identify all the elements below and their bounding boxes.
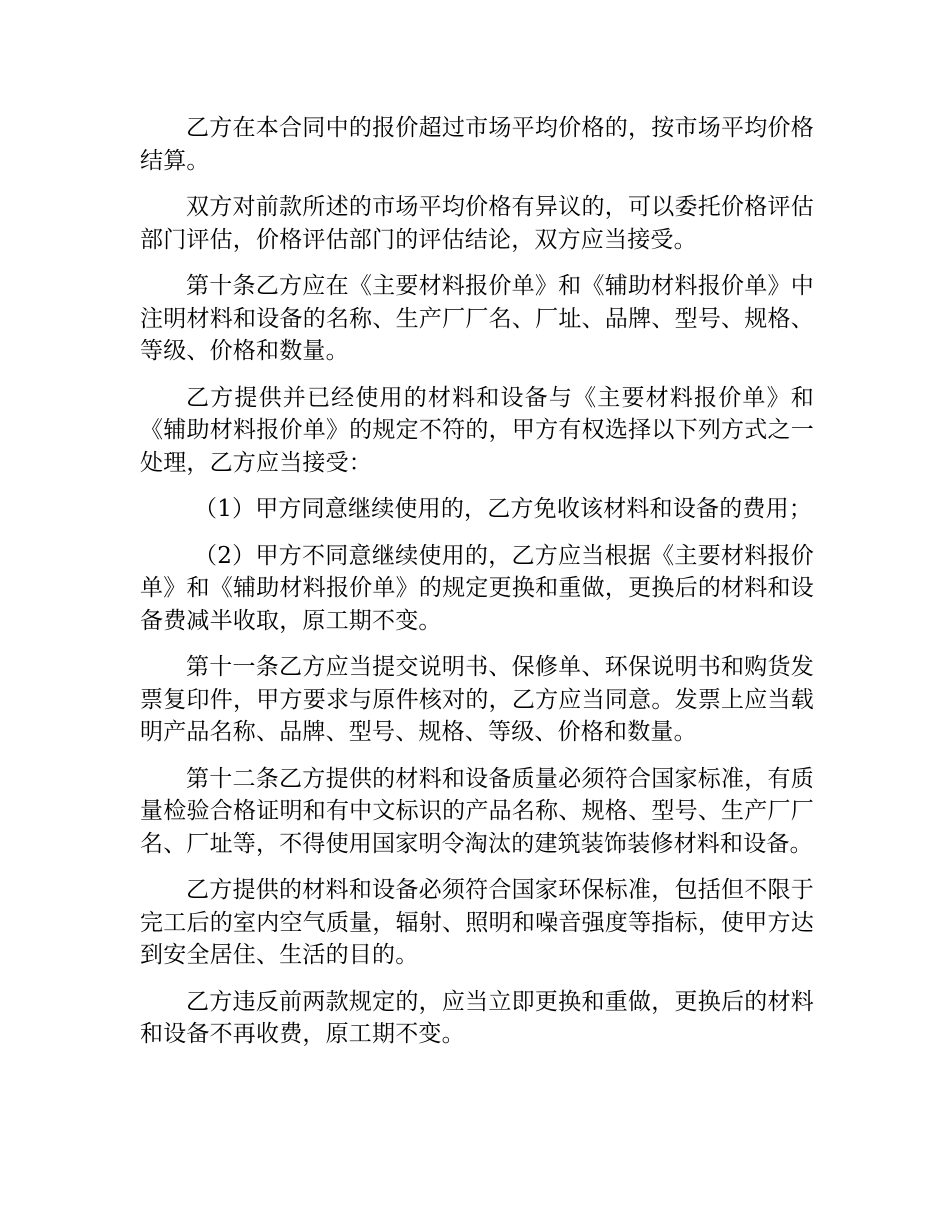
paragraph-article-12: 第十二条乙方提供的材料和设备质量必须符合国家标准，有质量检验合格证明和有中文标识的产品名称、规格、型号、生产厂厂名、厂址等，不得使用国家明令淘汰的建筑装饰装修材料和设备。 (140, 765, 814, 857)
document-page (140, 112, 814, 1065)
paragraph-violation-remedy: 乙方违反前两款规定的，应当立即更换和重做，更换后的材料和设备不再收费，原工期不变。 (140, 988, 814, 1047)
paragraph-nonconforming-materials: 乙方提供并已经使用的材料和设备与《主要材料报价单》和《辅助材料报价单》的规定不符的，甲方有权选择以下列方式之一处理，乙方应当接受： (140, 384, 814, 476)
paragraph-price-dispute: 双方对前款所述的市场平均价格有异议的，可以委托价格评估部门评估，价格评估部门的评估结论，双方应当接受。 (140, 194, 814, 253)
paragraph-market-price-settlement: 乙方在本合同中的报价超过市场平均价格的，按市场平均价格结算。 (140, 115, 814, 174)
paragraph-article-10: 第十条乙方应在《主要材料报价单》和《辅助材料报价单》中注明材料和设备的名称、生产厂厂名、厂址、品牌、型号、规格、等级、价格和数量。 (140, 273, 814, 364)
paragraph-article-11: 第十一条乙方应当提交说明书、保修单、环保说明书和购货发票复印件，甲方要求与原件核对的，乙方应当同意。发票上应当载明产品名称、品牌、型号、规格、等级、价格和数量。 (140, 654, 814, 745)
paragraph-option-1: （1）甲方同意继续使用的，乙方免收该材料和设备的费用； (194, 496, 813, 522)
paragraph-environmental-standards: 乙方提供的材料和设备必须符合国家环保标准，包括但不限于完工后的室内空气质量，辐射、照明和噪音强度等指标，使甲方达到安全居住、生活的目的。 (140, 877, 814, 968)
paragraph-option-2: （2）甲方不同意继续使用的，乙方应当根据《主要材料报价单》和《辅助材料报价单》的规定更换和重做，更换后的材料和设备费减半收取，原工期不变。 (140, 542, 814, 634)
